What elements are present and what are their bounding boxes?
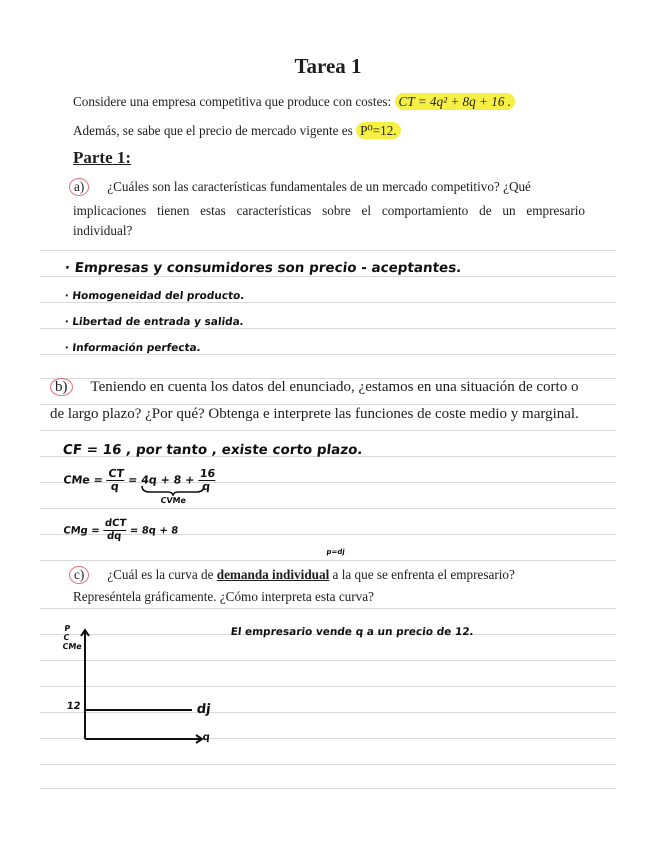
price-highlight: P⁰=12.	[356, 122, 401, 139]
question-c-line2: Represéntela gráficamente. ¿Cómo interpreta esta curva?	[73, 589, 374, 604]
cme-fraction	[105, 468, 125, 493]
question-c-post: a la que se enfrenta el empresario?	[332, 567, 515, 582]
answer-a-item: · Información perfecta.	[64, 342, 202, 354]
answer-c: El empresario vende q a un precio de 12.	[230, 626, 475, 638]
question-b	[50, 377, 630, 398]
cmg-rhs: = 8q + 8	[129, 525, 179, 537]
cme-num2: 16	[199, 467, 216, 480]
answer-b-cmg	[62, 518, 180, 543]
answer-a-item: · Empresas y consumidores son precio - aceptantes.	[64, 260, 463, 276]
question-a-line3: individual?	[73, 223, 133, 238]
question-a-line1: ¿Cuáles son las características fundamentales de un mercado competitivo? ¿Qué	[107, 179, 531, 194]
question-c-label: c)	[69, 566, 89, 584]
cvme-brace	[140, 484, 206, 496]
question-c	[69, 566, 609, 584]
answer-a-item: · Libertad de entrada y salida.	[64, 316, 245, 328]
intro-text-2: Además, se sabe que el precio de mercado vigente es	[73, 123, 353, 138]
question-b-line1: Teniendo en cuenta los datos del enunciado, ¿estamos en una situación de corto o	[90, 379, 579, 395]
question-b-label: b)	[50, 378, 73, 396]
question-a-line2: implicaciones tienen estas características sobre el comportamiento de un empresario	[73, 203, 585, 218]
price-level-label: 12	[66, 701, 82, 712]
cmg-num: dCT	[104, 518, 127, 529]
part1-heading: Parte 1:	[73, 148, 132, 167]
demand-curve-label: dj	[196, 702, 212, 717]
intro-line-2	[73, 122, 593, 140]
answer-a-item: · Homogeneidad del producto.	[64, 290, 245, 302]
question-c-pre: ¿Cuál es la curva de	[107, 567, 214, 582]
y-label-c: C	[62, 633, 70, 642]
page-title: Tarea 1	[294, 54, 362, 78]
cost-function-highlight: CT = 4q² + 8q + 16 .	[395, 93, 515, 110]
cme-num: CT	[107, 467, 125, 480]
question-a-label: a)	[69, 178, 89, 196]
question-c-bold: demanda individual	[216, 567, 330, 582]
y-label-cme: CMe	[62, 642, 83, 651]
cmg-label: CMg =	[62, 525, 101, 537]
question-a	[69, 178, 585, 196]
cmg-fraction	[102, 518, 128, 543]
cvme-note: CVMe	[160, 496, 187, 505]
cme-mid: = 4q + 8 +	[127, 473, 196, 487]
pdj-note: p=dj	[326, 548, 346, 556]
intro-text-1: Considere una empresa competitiva que produce con costes:	[73, 94, 392, 109]
cme-label: CMe =	[62, 473, 104, 487]
y-label-p: P	[63, 624, 71, 633]
intro-line-1	[73, 93, 593, 111]
cme-den2: q	[201, 480, 211, 493]
x-axis-label: q	[202, 732, 211, 743]
cmg-den: dq	[106, 531, 122, 542]
question-b-line2: de largo plazo? ¿Por qué? Obtenga e interprete las funciones de coste medio y marginal.	[50, 406, 579, 422]
cme-den: q	[110, 480, 120, 493]
answer-b-line1: CF = 16 , por tanto , existe corto plazo.	[62, 442, 364, 458]
